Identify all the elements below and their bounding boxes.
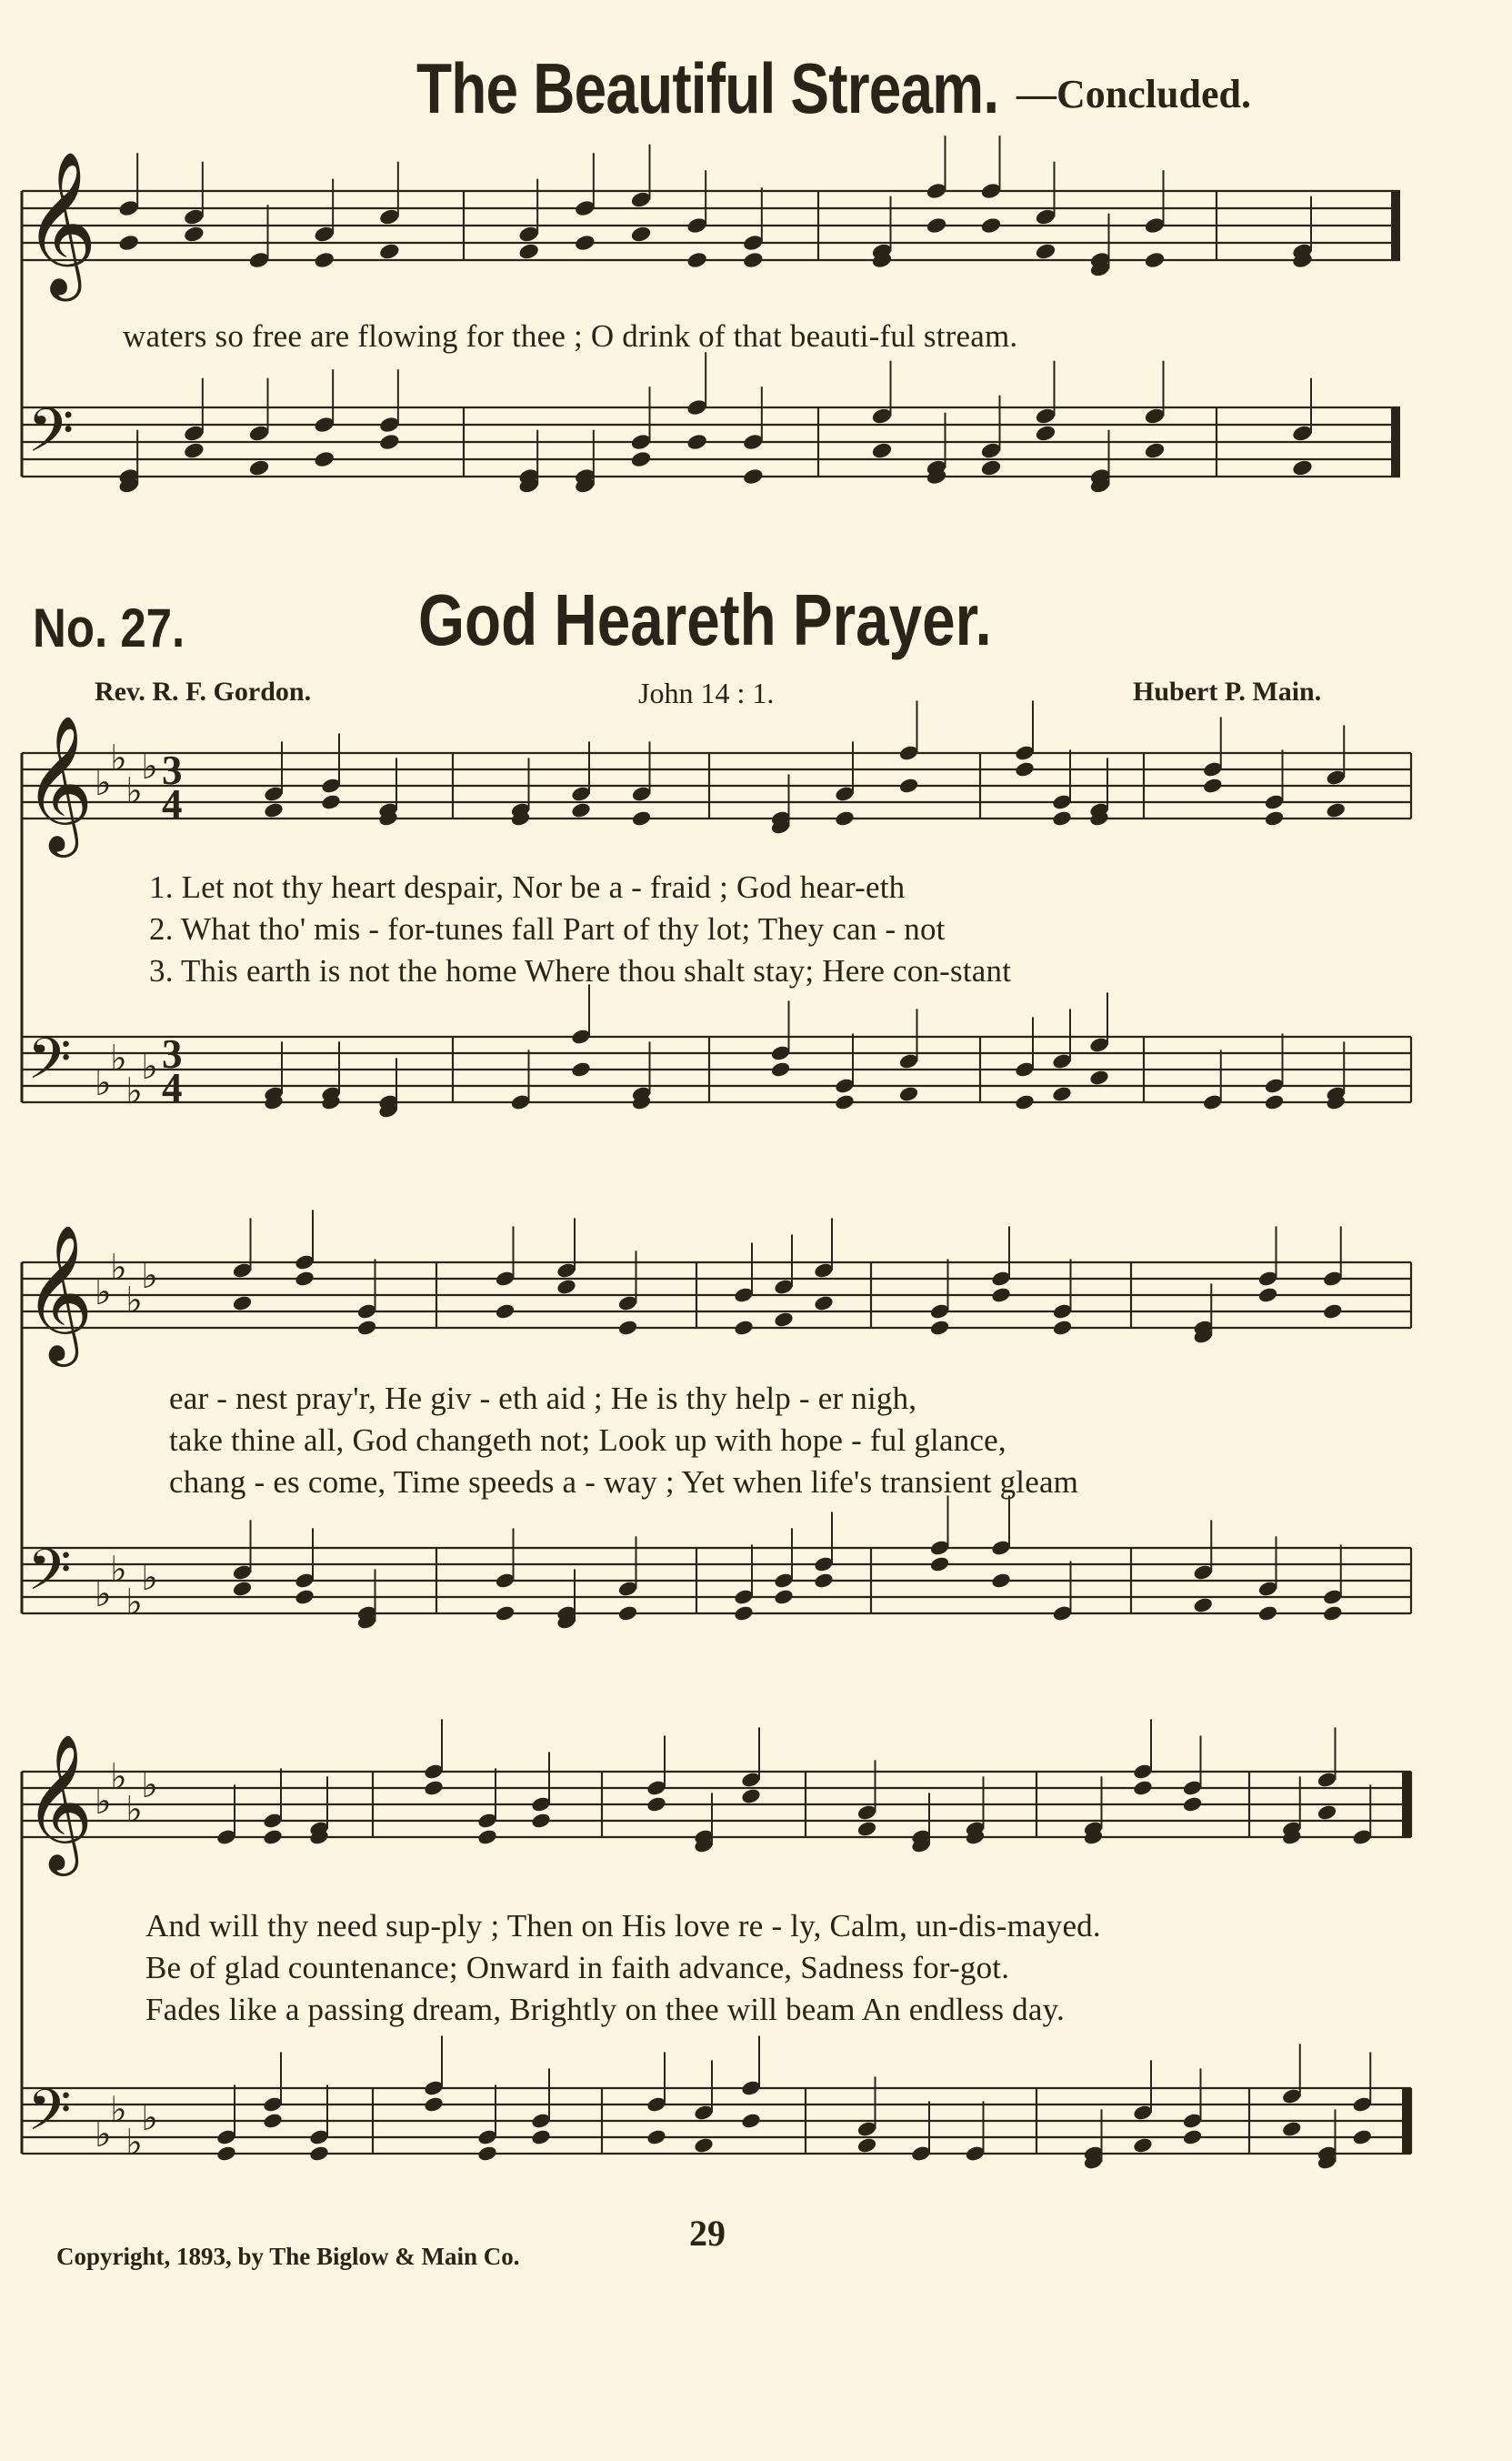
system-3-treble-m3-note [856,1820,877,1838]
lyric-verse-1-line-1: 1. Let not thy heart despair, Nor be a - fraid ; God hear-eth [149,869,906,905]
system-2-bass-m2-note [773,1588,794,1606]
system-1-bass-staff [22,1037,1411,1102]
continuation-treble-2-note [574,234,596,253]
system-2-treble-clef: 𝄞 [24,1223,94,1361]
system-3-bass-m2-note [646,2128,666,2146]
continuation-bass-3-note [871,441,894,460]
system-1-bass-m2-note [834,1093,855,1111]
system-3-bass-m0-note [262,2112,283,2130]
system-1-treble-m2-note [834,809,855,828]
system-2-bass-m3-note [929,1555,950,1573]
system-3-treble-key-0: ♭ [95,1780,112,1823]
continuation-treble-staff [22,191,1400,260]
system-1-bass-m1-note [570,1060,591,1079]
system-3-bass-m4-note [1182,2128,1203,2146]
continuation-bass-clef: 𝄢 [27,395,75,480]
lyric-verse-1-line-3: And will thy need sup-ply ; Then on His love re - ly, Calm, un-dis-mayed. [145,1908,1101,1944]
lyric-verse-2-line-2: take thine all, God changeth not; Look up with hope - ful glance, [169,1422,1006,1458]
system-2-bass-m4-note [1193,1596,1214,1614]
system-1-treble-m3-note [1051,809,1072,828]
system-1-treble-clef: 𝄞 [24,714,94,852]
continuation-bass-3-note [1035,424,1057,443]
system-1-treble-m0-note [263,801,284,819]
system-3-treble-key-3: ♭ [141,1763,158,1806]
system-3-bass-m2-note [740,2112,761,2130]
system-2-bass-m4-note [1322,1604,1343,1622]
continuation-bass-note [248,458,271,477]
system-1-treble-time-top: 3 [162,748,183,794]
system-3-treble-m1-note [530,1812,551,1830]
continuation-title: The Beautiful Stream. [416,48,999,128]
continuation-treble-2-note [686,251,708,270]
continuation-treble-3-note [1144,251,1167,270]
continuation-treble-2-note [517,242,540,261]
continuation-bass-staff [22,407,1400,477]
continuation-final-bar-treble [1391,191,1400,260]
continuation-bass-2-note [630,450,653,469]
system-2-treble-staff [22,1262,1411,1328]
system-2-bass-m3-note [990,1572,1011,1590]
continuation-treble-note [183,225,205,244]
lyric-verse-2-line-1: 2. What tho' mis - for-tunes fall Part of thy lot; They can - not [149,911,946,947]
system-1-treble-m1-note [631,809,652,828]
continuation-treble-2-note [630,225,653,244]
system-1-treble-m1-note [570,801,591,819]
lyric-verse-2-line-3: Be of glad countenance; Onward in faith advance, Sadness for-got. [145,1950,1010,1985]
system-1-treble-m0-note [320,793,341,811]
system-2-treble-m0-note [294,1270,315,1288]
system-3-bass-key-3: ♭ [141,2096,158,2139]
system-1-bass-key-1: ♭ [110,1037,127,1080]
system-2-treble-m0-note [356,1319,377,1337]
system-3-bass-m3-note [856,2136,877,2155]
system-3-treble-m4-note [1182,1795,1203,1813]
system-1-treble-m4-note [1264,809,1285,828]
continuation-treble-3-note [980,216,1003,236]
system-3-treble-key-2: ♭ [125,1788,143,1831]
continuation-bass-3-note [1144,441,1167,460]
system-2-bass-m4-note [1257,1604,1278,1622]
system-3-treble-m2-note [740,1787,761,1805]
system-3-bass-m4-note [1132,2136,1153,2155]
system-1-bass-key-2: ♭ [125,1070,143,1112]
scripture-reference: John 14 : 1. [638,677,775,709]
continuation-treble-note [313,251,335,270]
system-3-treble-m2-note [646,1795,666,1813]
system-3-bass-key-2: ♭ [125,2121,143,2164]
system-1-treble-m2-note [898,777,919,795]
system-1-treble-key-1: ♭ [110,737,127,779]
continuation-treble-clef: 𝄞 [24,150,97,296]
system-3-bass-m1-note [476,2145,497,2163]
system-1-bass-m3-note [1014,1093,1035,1111]
system-1-bass-m3-note [1051,1085,1072,1103]
continuation-final-bar-bass [1391,407,1400,477]
system-1-bass-m2-note [898,1085,919,1103]
composer-credit: Hubert P. Main. [1133,677,1322,707]
continuation-treble-note [378,242,401,261]
system-2-treble-m1-note [617,1319,638,1337]
lyricist-credit: Rev. R. F. Gordon. [95,677,312,707]
continuation-bass-2-note [742,467,765,487]
continuation-subtitle: —Concluded. [1016,72,1251,116]
system-3-bass-key-0: ♭ [95,2113,112,2155]
system-2-bass-m1-note [617,1604,638,1622]
system-1-bass-m2-note [770,1060,791,1079]
system-2-treble-m3-note [929,1319,950,1337]
copyright-notice: Copyright, 1893, by The Biglow & Main Co. [56,2243,520,2270]
continuation-bass-3-note [980,458,1003,477]
system-3-treble-m1-note [423,1779,444,1797]
system-3-bass-m0-note [308,2145,329,2163]
system-3-treble-key-1: ♭ [110,1755,127,1798]
system-1-treble-m3-note [1014,760,1035,778]
system-2-treble-key-2: ♭ [125,1279,143,1321]
system-2-bass-clef: 𝄢 [27,1536,72,1617]
system-1-bass-m4-note [1264,1093,1285,1111]
system-3-bass-staff [22,2088,1411,2154]
system-3-bass-m2-note [693,2136,714,2155]
system-3-bass-m5-note [1281,2120,1302,2138]
system-3-treble-m0-note [262,1828,283,1846]
system-2-bass-m1-note [495,1604,516,1622]
system-2-treble-m4-note [1257,1286,1278,1304]
hymn-number: No. 27. [33,598,185,658]
system-2-bass-key-2: ♭ [125,1581,143,1623]
system-2-bass-m0-note [294,1588,315,1606]
system-1-bass-time-bottom: 4 [162,1065,183,1111]
system-3-treble-clef: 𝄞 [24,1733,94,1871]
continuation-bass-note [183,441,205,460]
system-2-bass-m2-note [813,1572,834,1590]
system-2-treble-m2-note [733,1319,754,1337]
lyric-verse-1-line-2: ear - nest pray'r, He giv - eth aid ; He is thy help - er nigh, [169,1381,917,1416]
system-2-treble-key-3: ♭ [141,1254,158,1297]
continuation-bass-note [313,450,335,469]
system-1-treble-key-2: ♭ [125,769,143,812]
system-1-treble-time-bottom: 4 [162,781,183,828]
system-2-treble-m0-note [232,1294,253,1312]
system-2-bass-m2-note [733,1604,754,1622]
system-3-treble-staff [22,1772,1411,1837]
system-2-treble-m3-note [1052,1319,1073,1337]
system-1-bass-clef: 𝄢 [27,1025,72,1106]
system-3-treble-m4-note [1132,1779,1153,1797]
system-2-treble-m2-note [773,1311,794,1329]
system-2-bass-key-0: ♭ [95,1572,112,1615]
system-2-treble-m2-note [813,1294,834,1312]
system-3-bass-key-1: ♭ [110,2088,127,2131]
system-2-treble-m3-note [990,1286,1011,1304]
system-3-final-bar-bass [1402,2088,1411,2154]
system-3-treble-m5-note [1317,1803,1337,1822]
hymn-title: God Heareth Prayer. [418,579,992,660]
continuation-treble-2-note [742,251,765,270]
lyric-verse-3-line-2: chang - es come, Time speeds a - way ; Yet when life's transient gleam [169,1464,1079,1500]
continuation-treble-note [117,234,140,253]
system-1-treble-m4-note [1202,777,1223,795]
system-3-bass-clef: 𝄢 [27,2076,72,2157]
continuation-bass-2-note [686,433,708,452]
lyric-verse-3-line-1: 3. This earth is not the home Where thou shalt stay; Here con-stant [149,953,1012,989]
system-3-bass-m0-note [215,2145,236,2163]
system-2-bass-key-3: ♭ [141,1556,158,1599]
system-2-treble-key-0: ♭ [95,1271,112,1313]
system-1-bass-time-top: 3 [162,1031,183,1078]
system-3-final-bar-treble [1402,1772,1411,1837]
system-3-bass-m5-note [1352,2128,1373,2146]
system-2-treble-key-1: ♭ [110,1246,127,1289]
continuation-lyric: waters so free are flowing for thee ; O drink of that beauti-ful stream. [123,318,1018,354]
system-3-bass-m1-note [423,2095,444,2114]
system-1-treble-staff [22,753,1411,819]
continuation-treble-3-note [926,216,948,236]
system-1-treble-m4-note [1326,801,1347,819]
page-number: 29 [689,2213,726,2254]
system-2-treble-m1-note [556,1278,576,1296]
system-1-bass-key-0: ♭ [95,1061,112,1104]
system-2-bass-key-1: ♭ [110,1548,127,1591]
system-3-treble-m1-note [476,1828,497,1846]
system-1-bass-m3-note [1088,1069,1109,1087]
system-1-treble-key-0: ♭ [95,761,112,804]
lyric-verse-3-line-3: Fades like a passing dream, Brightly on thee will beam An endless day. [145,1992,1065,2027]
continuation-bass-note [378,433,401,452]
system-3-bass-m1-note [530,2128,551,2146]
system-2-bass-m0-note [232,1580,253,1598]
system-2-treble-m4-note [1322,1302,1343,1321]
system-1-treble-key-3: ♭ [141,745,158,788]
system-1-bass-key-3: ♭ [141,1045,158,1088]
continuation-bass-4-note [1291,458,1314,477]
continuation-treble-3-note [1035,242,1057,261]
system-2-treble-m1-note [495,1302,516,1321]
